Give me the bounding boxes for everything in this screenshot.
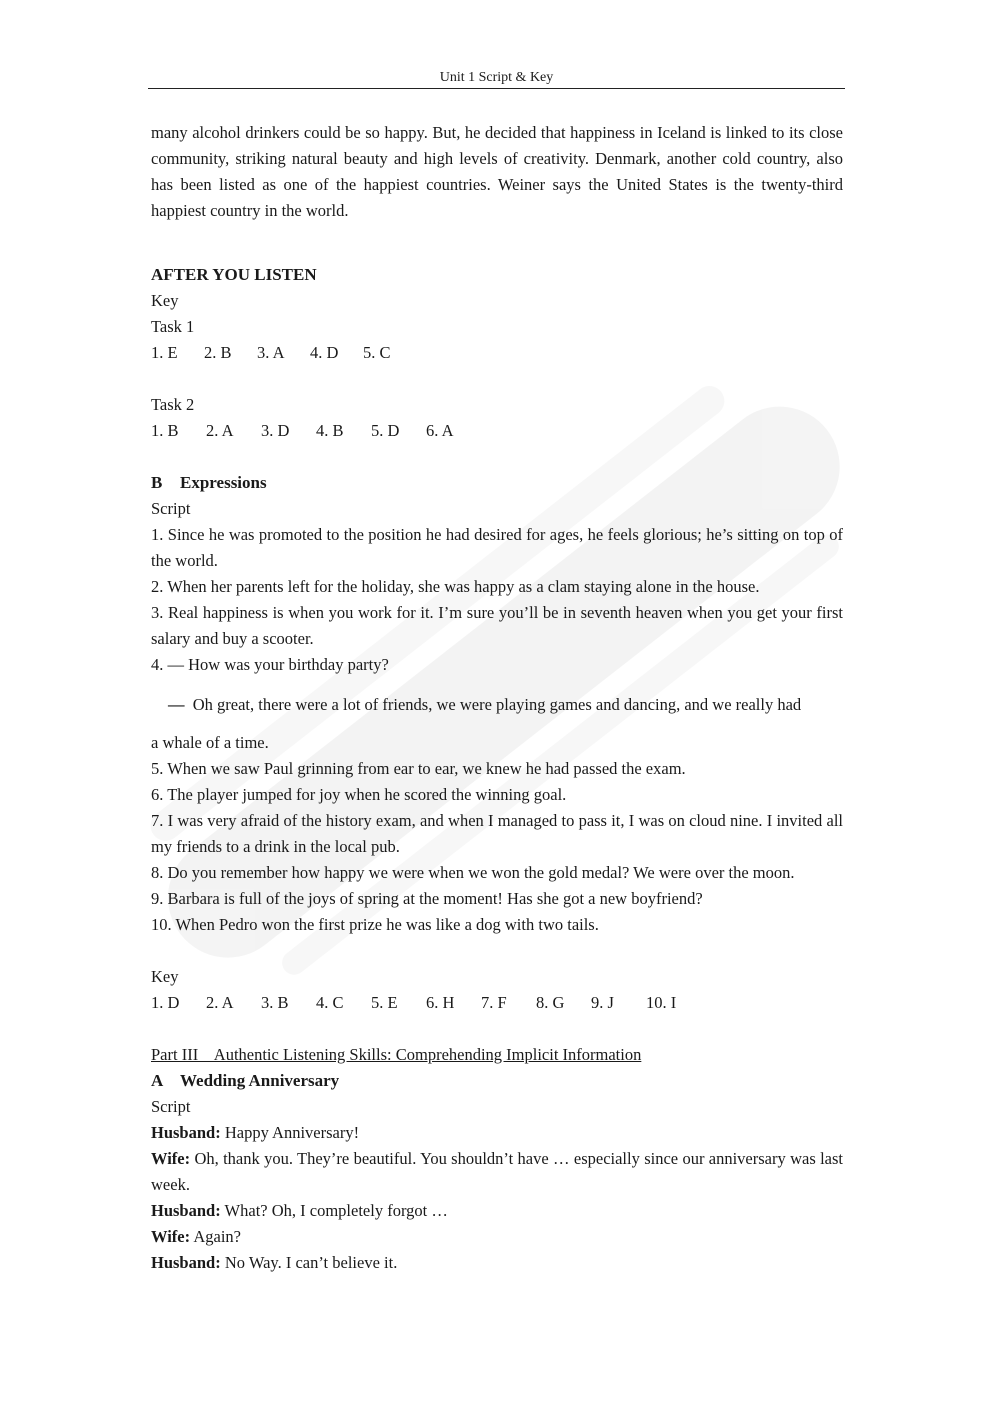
answer: 10. I <box>646 993 677 1012</box>
expression-item: 4. — How was your birthday party? <box>151 655 389 674</box>
answer: 8. G <box>536 993 565 1012</box>
dialog-text: What? Oh, I completely forgot … <box>224 1201 448 1220</box>
reply-text: Oh great, there were a lot of friends, we were playing games and dancing, and we really had <box>192 695 802 714</box>
expression-item: 8. Do you remember how happy we were when we won the gold medal? We were over the moon. <box>151 863 795 882</box>
section-title: Expressions <box>180 473 267 492</box>
dialog-line <box>151 1250 843 1276</box>
script-label: Script <box>151 1097 191 1116</box>
section-letter: A <box>151 1071 164 1090</box>
dialog-line <box>151 1120 843 1146</box>
expression-item: 6. The player jumped for joy when he scored the winning goal. <box>151 785 567 804</box>
dash-mark: — <box>168 695 185 714</box>
speaker: Husband: <box>151 1123 221 1142</box>
after-you-listen-heading: AFTER YOU LISTEN <box>151 265 317 284</box>
key-label: Key <box>151 967 179 986</box>
expression-item: 5. When we saw Paul grinning from ear to ear, we knew he had passed the exam. <box>151 759 686 778</box>
answer: 1. B <box>151 421 179 440</box>
expression-item: 9. Barbara is full of the joys of spring at the moment! Has she got a new boyfriend? <box>151 889 703 908</box>
answer: 4. C <box>316 993 344 1012</box>
script-label: Script <box>151 499 191 518</box>
section-b-answers <box>151 990 843 1016</box>
expression-reply <box>168 692 843 718</box>
dialog-text: Again? <box>193 1227 241 1246</box>
answer: 3. B <box>261 993 289 1012</box>
dialog-line <box>151 1198 843 1224</box>
speaker: Wife: <box>151 1149 191 1168</box>
dialog-text: No Way. I can’t believe it. <box>224 1253 398 1272</box>
answer: 1. D <box>151 993 180 1012</box>
answer: 2. A <box>206 993 234 1012</box>
expression-item: 1. Since he was promoted to the position he had desired for ages, he feels glorious; he’s sitting on top of the world. <box>151 525 843 570</box>
answer: 4. D <box>310 343 339 362</box>
section-title: Wedding Anniversary <box>180 1071 340 1090</box>
answer: 5. D <box>371 421 400 440</box>
task2-answers <box>151 418 843 444</box>
answer: 2. B <box>204 343 232 362</box>
part3-a-heading <box>151 1068 843 1094</box>
dialog-line <box>151 1224 843 1250</box>
answer: 6. A <box>426 421 454 440</box>
dialog-text: Oh, thank you. They’re beautiful. You shouldn’t have … especially since our anniversary was last week. <box>151 1149 843 1194</box>
answer: 1. E <box>151 343 178 362</box>
page-header: Unit 1 Script & Key <box>148 70 845 89</box>
task1-label: Task 1 <box>151 317 195 336</box>
answer: 9. J <box>591 993 614 1012</box>
expression-item: 3. Real happiness is when you work for it. I’m sure you’ll be in seventh heaven when you get your first salary and buy a scooter. <box>151 603 843 648</box>
section-b-heading <box>151 470 843 496</box>
answer: 4. B <box>316 421 344 440</box>
answer: 5. C <box>363 343 391 362</box>
answer: 7. F <box>481 993 507 1012</box>
part3-title: Part III Authentic Listening Skills: Comprehending Implicit Information <box>151 1045 642 1064</box>
expression-item: 10. When Pedro won the first prize he was like a dog with two tails. <box>151 915 599 934</box>
speaker: Wife: <box>151 1227 191 1246</box>
task2-label: Task 2 <box>151 395 195 414</box>
answer: 2. A <box>206 421 234 440</box>
dialog-text: Happy Anniversary! <box>224 1123 360 1142</box>
key-label: Key <box>151 291 179 310</box>
dialog-line <box>151 1146 843 1198</box>
page-content <box>151 120 843 1276</box>
answer: 6. H <box>426 993 455 1012</box>
expression-item: 2. When her parents left for the holiday, she was happy as a clam staying alone in the house. <box>151 577 760 596</box>
expression-item: 7. I was very afraid of the history exam, and when I managed to pass it, I was on cloud nine. I invited all my friends to a drink in the local pub. <box>151 811 843 856</box>
intro-paragraph: many alcohol drinkers could be so happy. But, he decided that happiness in Iceland is linked to its close community, striking natural beauty and high levels of creativity. Denmark, another cold country, also has been listed as one of the happiest countries. Weiner says the United States is the twenty-third happiest country in the world. <box>151 123 843 220</box>
speaker: Husband: <box>151 1253 221 1272</box>
task1-answers <box>151 340 843 366</box>
expression-reply-cont: a whale of a time. <box>151 733 269 752</box>
section-letter: B <box>151 473 163 492</box>
answer: 5. E <box>371 993 398 1012</box>
answer: 3. A <box>257 343 285 362</box>
speaker: Husband: <box>151 1201 221 1220</box>
answer: 3. D <box>261 421 290 440</box>
